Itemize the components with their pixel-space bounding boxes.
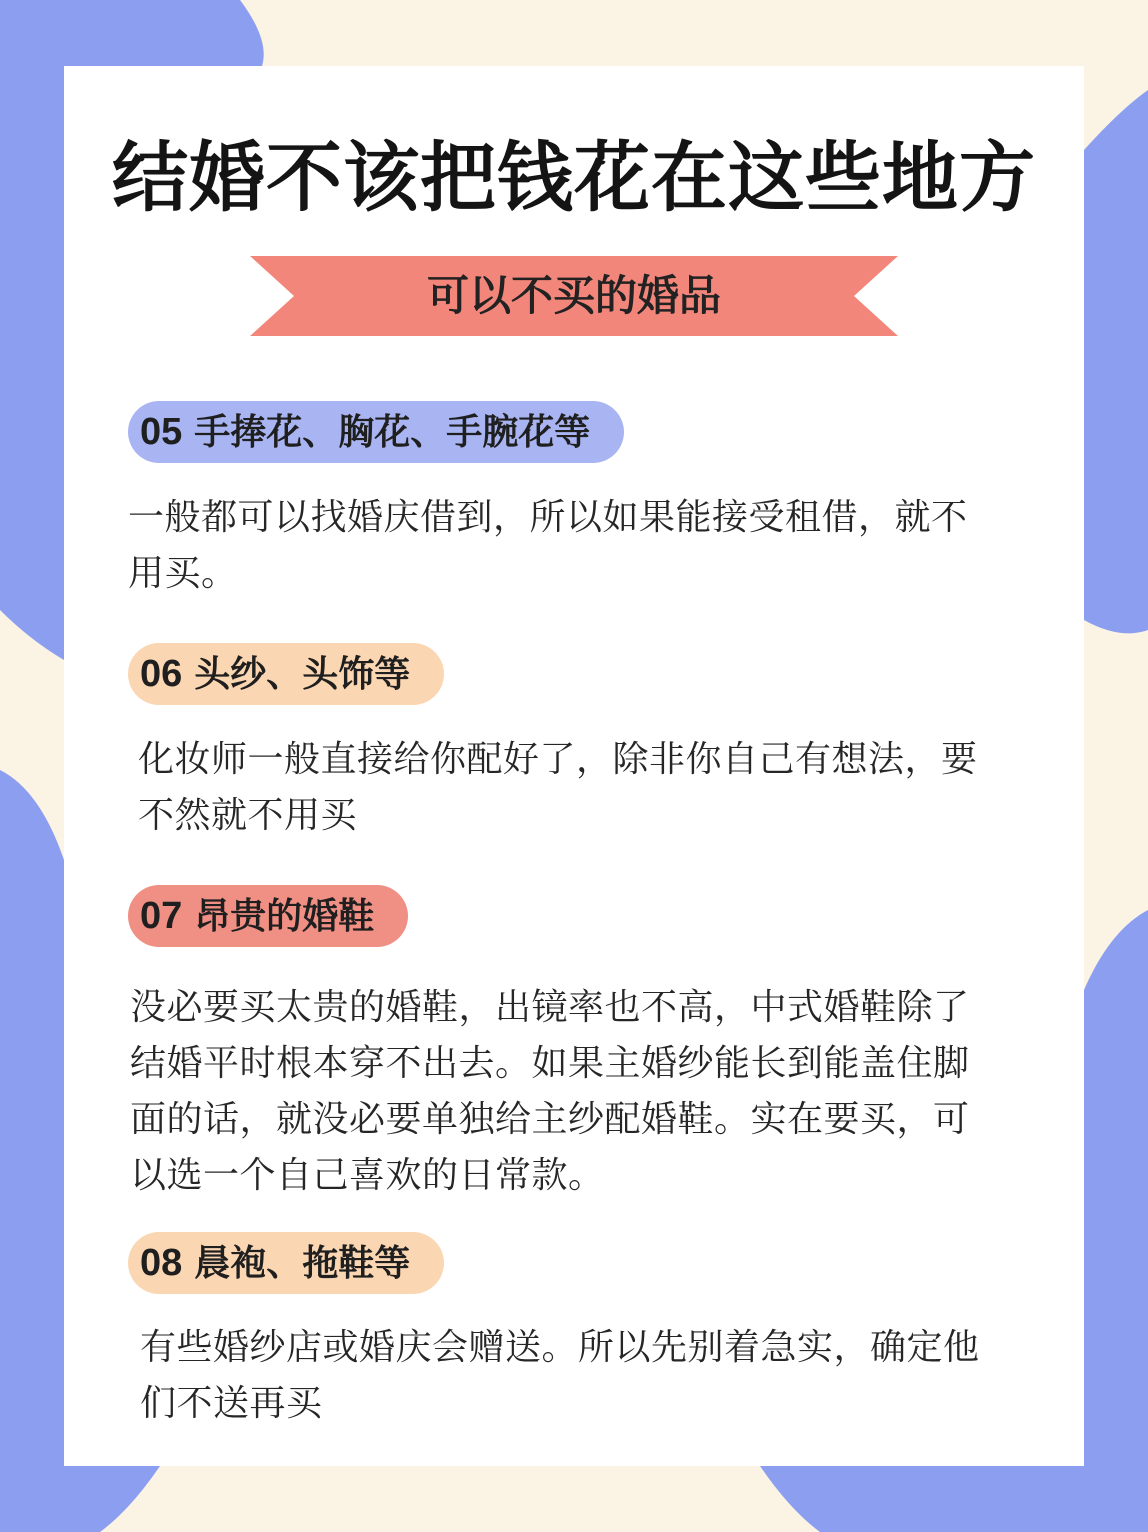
item-heading-05 bbox=[128, 401, 624, 463]
body-line: 一般都可以找婚庆借到，所以如果能接受租借，就不 bbox=[128, 497, 968, 538]
item-body-07 bbox=[130, 980, 1040, 1204]
body-line: 不然就不用买 bbox=[138, 795, 358, 836]
item-heading-text: 昂贵的婚鞋 bbox=[194, 896, 375, 937]
item-body-05 bbox=[128, 490, 1038, 602]
body-line: 以选一个自己喜欢的日常款。 bbox=[130, 1155, 605, 1196]
item-number: 08 bbox=[140, 1242, 183, 1284]
item-number: 05 bbox=[140, 411, 183, 453]
subtitle-text: 可以不买的婚品 bbox=[426, 271, 721, 320]
item-heading-text: 手捧花、胸花、手腕花等 bbox=[194, 412, 591, 453]
body-line: 结婚平时根本穿不出去。如果主婚纱能长到能盖住脚 bbox=[130, 1043, 970, 1084]
body-line: 面的话，就没必要单独给主纱配婚鞋。实在要买，可 bbox=[130, 1099, 970, 1140]
item-number: 06 bbox=[140, 653, 183, 695]
item-heading-text: 晨袍、拖鞋等 bbox=[194, 1243, 411, 1284]
subtitle-ribbon bbox=[250, 256, 898, 336]
item-heading-text: 头纱、头饰等 bbox=[194, 654, 411, 695]
item-number: 07 bbox=[140, 895, 183, 937]
body-line: 们不送再买 bbox=[140, 1383, 323, 1424]
item-heading-08 bbox=[128, 1232, 444, 1294]
item-heading-07 bbox=[128, 885, 408, 947]
body-line: 没必要买太贵的婚鞋，出镜率也不高，中式婚鞋除了 bbox=[130, 987, 970, 1028]
body-line: 化妆师一般直接给你配好了，除非你自己有想法，要 bbox=[138, 739, 978, 780]
body-line: 用买。 bbox=[128, 553, 238, 594]
page-title: 结婚不该把钱花在这些地方 bbox=[112, 133, 1036, 222]
item-heading-06 bbox=[128, 643, 444, 705]
body-line: 有些婚纱店或婚庆会赠送。所以先别着急实，确定他 bbox=[140, 1327, 980, 1368]
item-body-08 bbox=[140, 1320, 1050, 1432]
item-body-06 bbox=[138, 732, 1048, 844]
